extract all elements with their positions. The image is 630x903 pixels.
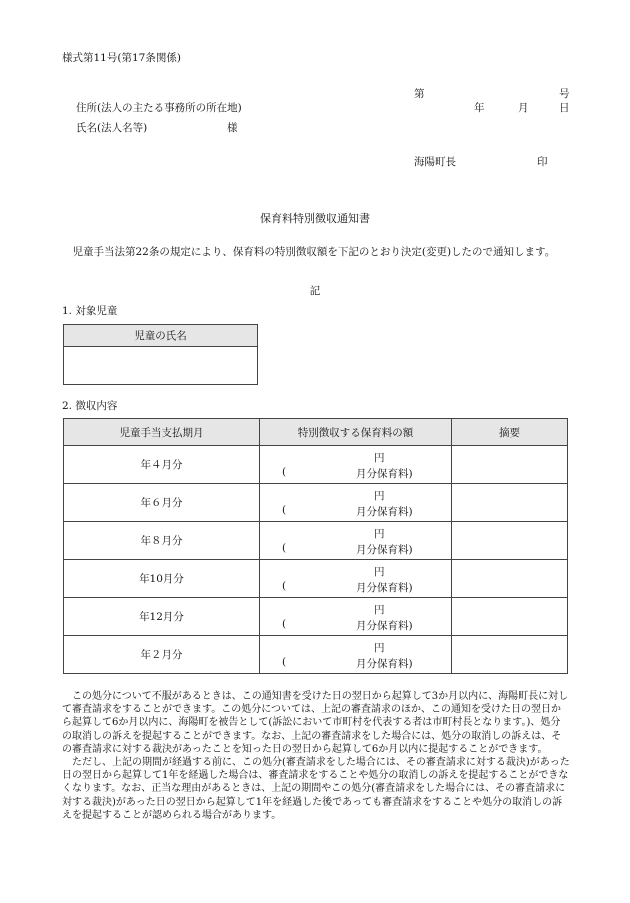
number-dai: 第 [414,88,425,100]
seal-mark: 印 [537,156,548,168]
yen-label: 円 [374,642,385,654]
yen-label: 円 [374,452,385,464]
paren-open: ( [282,580,287,592]
paren-open: ( [282,656,287,668]
document-title: 保育料特別徴収通知書 [260,212,370,225]
ki-label: 記 [309,285,321,297]
header-amount: 特別徴収する保育料の額 [260,419,452,446]
remarks-cell [452,446,568,484]
amount-cell [260,560,452,598]
amount-cell [260,598,452,636]
paren-open: ( [282,504,287,516]
remarks-cell [452,598,568,636]
period-cell: 年10月分 [64,560,260,598]
yen-label: 円 [374,528,385,540]
appeal-notice [62,690,570,822]
month-fee-label: 月分保育料) [356,544,413,556]
period-cell: 年12月分 [64,598,260,636]
notice-paragraph-2: ただし、上記の期間が経過する前に、この処分(審査請求をした場合には、その審査請求に対する裁決)があった日の翌日から起算して1年を経過した場合は、審査請求をすることや処分の取消しの訴えを提起することができなくなります。なお、正当な理由があるときは、上記の期間やこの処分(審査請求をした場合には、その審査請求に対する裁決)があった日の翌日から起算して1年を経過した後であっても審査請求をすることや処分の取消しの訴えを提起することが認められる場合があります。 [62,757,570,821]
number-go: 号 [559,88,570,100]
period-cell: 年２月分 [64,636,260,674]
notice-paragraph-1: この処分について不服があるときは、この通知書を受けた日の翌日から起算して3か月以内に、海陽町長に対して審査請求をすることができます。この処分については、上記の審査請求のほか、この通知を受けた日の翌日から起算して6か月以内に、海陽町を被告として(訴訟において市町村を代表する者は市町村長となります。)、処分の取消しの訴えを提起することができます。なお、上記の審査請求をした場合には、処分の取消しの訴えは、その審査請求に対する裁決があったことを知った日の翌日から起算して6か月以内に提起することができます。 [62,691,569,755]
table-row [64,636,568,674]
header-period: 児童手当支払期月 [64,419,260,446]
yen-label: 円 [374,604,385,616]
month-fee-label: 月分保育料) [356,582,413,594]
intro-paragraph: 児童手当法第22条の規定により、保育料の特別徴収額を下記のとおり決定(変更)したので通知します。 [62,246,556,258]
remarks-cell [452,522,568,560]
amount-cell [260,484,452,522]
remarks-cell [452,484,568,522]
period-cell: 年４月分 [64,446,260,484]
table-row [64,522,568,560]
collection-table [63,418,568,674]
child-name-cell [64,347,258,385]
date-year: 年 [474,102,485,114]
form-label: 様式第11号(第17条関係) [62,52,181,64]
month-fee-label: 月分保育料) [356,468,413,480]
month-fee-label: 月分保育料) [356,506,413,518]
yen-label: 円 [374,566,385,578]
paren-open: ( [282,542,287,554]
month-fee-label: 月分保育料) [356,620,413,632]
amount-cell [260,522,452,560]
period-cell: 年６月分 [64,484,260,522]
section1-heading: 1. 対象児童 [62,305,118,317]
table-row [64,484,568,522]
section2-heading: 2. 徴収内容 [62,400,118,412]
table-row [64,560,568,598]
date-day: 日 [559,102,570,114]
yen-label: 円 [374,490,385,502]
remarks-cell [452,560,568,598]
remarks-cell [452,636,568,674]
issuer: 海陽町長 [414,156,456,168]
sama-label: 様 [227,122,238,134]
month-fee-label: 月分保育料) [356,658,413,670]
table-row [64,446,568,484]
address-label: 住所(法人の主たる事務所の所在地) [76,102,242,114]
table-row [64,598,568,636]
name-label: 氏名(法人名等) [76,122,148,134]
period-cell: 年８月分 [64,522,260,560]
child-table [63,324,258,385]
header-remarks: 摘要 [452,419,568,446]
amount-cell [260,446,452,484]
date-month: 月 [518,102,529,114]
amount-cell [260,636,452,674]
child-table-header: 児童の氏名 [64,325,258,347]
paren-open: ( [282,618,287,630]
paren-open: ( [282,466,287,478]
